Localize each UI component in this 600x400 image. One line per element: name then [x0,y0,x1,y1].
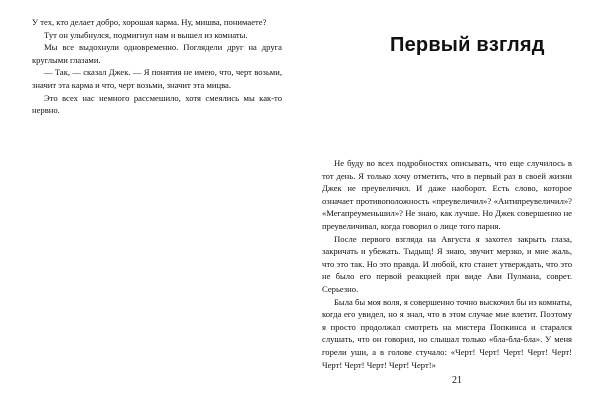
chapter-title: Первый взгляд [390,34,545,57]
paragraph: Была бы моя воля, я совершенно точно выскочил бы из комнаты, когда его увидел, но я знал, что в этом случае мне влетит. Поэтому я просто продолжал смотреть на мистера Попкинса и старался слушать, что он говорил, но слышал только «бла-бла-бла». У меня горели уши, а в голове стучало: «Черт! Черт! Черт! Черт! Черт! Черт! Черт! Черт! Черт! Черт!» [322,296,572,370]
paragraph: Не буду во всех подробностях описывать, что еще случилось в тот день. Я только хочу отметить, что в первый раз в своей жизни Джек не преувеличил. И даже наоборот. Есть слово, которое означает противоположность «преувеличил»? «Антипреувеличил»? «Мегапреуменьшил»? Не знаю, как лучше. Но Джек совершенно не преувеличивал, когда говорил о лице того парня. [322,158,572,231]
paragraph: У тех, кто делает добро, хорошая карма. Ну, мишва, понимаете? [32,17,267,27]
right-page [300,0,600,400]
paragraph: Это всех нас немного рассмешило, хотя смеялись мы как-то нервно. [32,92,282,116]
paragraph: — Так, — сказал Джек. — Я понятия не имею, что, черт возьми, значит эта карма и что, черт возьми, значит эта мицва. [32,67,282,90]
paragraph: После первого взгляда на Августа я захотел закрыть глаза, закричать и убежать. Тыдыщ! Я знаю, звучит мерзко, и мне жаль, что это так. Но это правда. И любой, кто станет утверждать, что это не было его первой реакцией при виде Ави Пулмана, соврет. Серьезно. [322,233,572,294]
right-page-text [322,157,572,371]
page-number: 21 [452,375,462,386]
left-page-text [32,16,282,117]
paragraph: Мы все выдохнули одновременно. Поглядели друг на друга круглыми глазами. [32,42,282,65]
paragraph: Тут он улыбнулся, подмигнул нам и вышел из комнаты. [44,29,248,40]
